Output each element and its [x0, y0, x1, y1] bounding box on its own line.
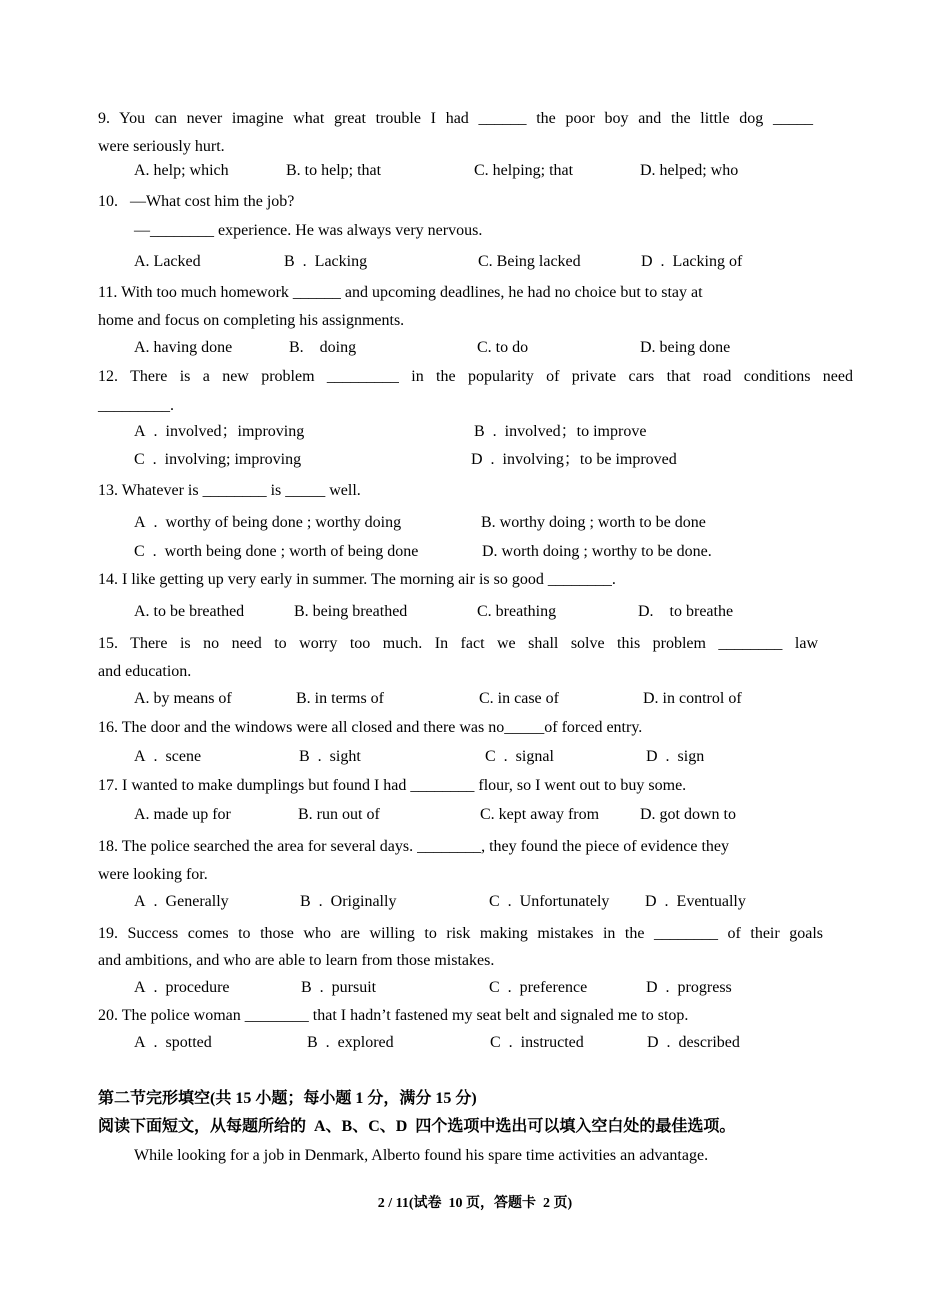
question-13-option-c: C . worth being done ; worth of being done: [134, 543, 419, 560]
question-9-stem-line-1: 9. You can never imagine what great trouble I had ______ the poor boy and the little dog _____: [98, 110, 813, 127]
question-18-option-d: D . Eventually: [645, 893, 746, 910]
question-14-stem: 14. I like getting up very early in summer. The morning air is so good ________.: [98, 571, 616, 588]
question-17-option-d: D. got down to: [640, 806, 736, 823]
question-16-option-c: C . signal: [485, 748, 554, 765]
question-12-option-d: D . involving；to be improved: [471, 451, 677, 468]
question-11-stem-line-2: home and focus on completing his assignments.: [98, 312, 405, 329]
question-14-option-c: C. breathing: [477, 603, 557, 620]
question-18-option-c: C . Unfortunately: [489, 893, 610, 910]
question-14-option-d: D. to breathe: [638, 603, 734, 620]
question-11-option-c: C. to do: [477, 339, 529, 356]
question-20-stem: 20. The police woman ________ that I hadn’t fastened my seat belt and signaled me to stop.: [98, 1007, 689, 1024]
question-12-stem-line-1: 12. There is a new problem _________ in the popularity of private cars that road conditions need: [98, 368, 853, 385]
question-11-option-b: B. doing: [289, 339, 357, 356]
question-17-option-c: C. kept away from: [480, 806, 600, 823]
question-20-option-b: B . explored: [307, 1034, 394, 1051]
question-15-option-b: B. in terms of: [296, 690, 384, 707]
question-12-option-a: A . involved；improving: [134, 423, 305, 440]
question-17-option-b: B. run out of: [298, 806, 380, 823]
question-10-option-c: C. Being lacked: [478, 253, 581, 270]
question-10-option-b: B . Lacking: [284, 253, 368, 270]
question-15-stem-line-2: and education.: [98, 663, 192, 680]
question-15-option-d: D. in control of: [643, 690, 742, 707]
question-16-option-a: A . scene: [134, 748, 202, 765]
section-title: 第二节完形填空(共 15 小题；每小题 1 分，满分 15 分): [98, 1090, 477, 1107]
question-9-option-d: D. helped; who: [640, 162, 739, 179]
question-18-option-a: A . Generally: [134, 893, 229, 910]
question-11-stem-line-1: 11. With too much homework ______ and upcoming deadlines, he had no choice but to stay at: [98, 284, 703, 301]
question-14-option-a: A. to be breathed: [134, 603, 245, 620]
question-14-option-b: B. being breathed: [294, 603, 408, 620]
question-11-option-d: D. being done: [640, 339, 731, 356]
question-12-stem-line-2: _________.: [98, 397, 174, 414]
question-9-option-b: B. to help; that: [286, 162, 382, 179]
question-18-option-b: B . Originally: [300, 893, 397, 910]
question-20-option-c: C . instructed: [490, 1034, 584, 1051]
question-12-option-b: B . involved；to improve: [474, 423, 647, 440]
question-17-option-a: A. made up for: [134, 806, 231, 823]
question-11-option-a: A. having done: [134, 339, 233, 356]
question-10-stem-line-2: —________ experience. He was always very nervous.: [134, 222, 483, 239]
section-instruction: 阅读下面短文，从每题所给的 A、B、C、D 四个选项中选出可以填入空白处的最佳选项。: [98, 1118, 736, 1135]
question-16-stem: 16. The door and the windows were all closed and there was no_____of forced entry.: [98, 719, 643, 736]
question-13-stem: 13. Whatever is ________ is _____ well.: [98, 482, 361, 499]
question-13-option-a: A . worthy of being done ; worthy doing: [134, 514, 402, 531]
question-19-option-d: D . progress: [646, 979, 732, 996]
question-20-option-a: A . spotted: [134, 1034, 212, 1051]
question-10-stem-line-1: 10. —What cost him the job?: [98, 193, 295, 210]
question-19-option-b: B . pursuit: [301, 979, 377, 996]
question-19-option-c: C . preference: [489, 979, 588, 996]
question-19-stem-line-2: and ambitions, and who are able to learn from those mistakes.: [98, 952, 495, 969]
page-footer: 2 / 11(试卷 10 页，答题卡 2 页): [377, 1196, 573, 1211]
question-20-option-d: D . described: [647, 1034, 740, 1051]
question-15-stem-line-1: 15. There is no need to worry too much. In fact we shall solve this problem ________ law: [98, 635, 818, 652]
question-18-stem-line-1: 18. The police searched the area for several days. ________, they found the piece of evidence they: [98, 838, 730, 855]
question-13-option-b: B. worthy doing ; worth to be done: [481, 514, 706, 531]
question-19-stem-line-1: 19. Success comes to those who are willing to risk making mistakes in the ________ of their goals: [98, 925, 823, 942]
question-17-stem: 17. I wanted to make dumplings but found I had ________ flour, so I went out to buy some.: [98, 777, 687, 794]
question-12-option-c: C . involving; improving: [134, 451, 302, 468]
question-16-option-b: B . sight: [299, 748, 361, 765]
question-9-option-a: A. help; which: [134, 162, 229, 179]
question-10-option-d: D . Lacking of: [641, 253, 743, 270]
question-16-option-d: D . sign: [646, 748, 705, 765]
question-10-option-a: A. Lacked: [134, 253, 201, 270]
question-13-option-d: D. worth doing ; worthy to be done.: [482, 543, 712, 560]
question-15-option-a: A. by means of: [134, 690, 232, 707]
passage-first-line: While looking for a job in Denmark, Alberto found his spare time activities an advantage.: [134, 1147, 709, 1164]
question-9-option-c: C. helping; that: [474, 162, 574, 179]
question-9-stem-line-2: were seriously hurt.: [98, 138, 225, 155]
question-15-option-c: C. in case of: [479, 690, 559, 707]
question-19-option-a: A . procedure: [134, 979, 230, 996]
question-18-stem-line-2: were looking for.: [98, 866, 208, 883]
